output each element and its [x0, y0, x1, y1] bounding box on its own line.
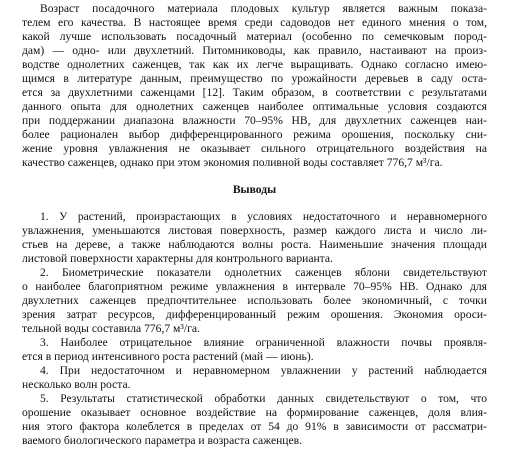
intro-line-7: ется за двухлетними саженцами [12]. Таким образом, в соответствии с результатами — [22, 86, 487, 99]
intro-line-4: дам) — одно- или двухлетний. Питомниководы, как правило, настаивают на произ- — [22, 44, 487, 57]
conclusion-2-line-5: тельной воды составила 776,7 м³/га. — [22, 322, 200, 335]
conclusion-5-line-2: орошение оказывает основное воздействие на формирование саженцев, доля влия- — [22, 406, 487, 419]
intro-line-6: щимся в литературе данным, преимущество по урожайности деревьев в саду оста- — [22, 72, 487, 85]
conclusion-5-line-3: ния этого фактора колеблется в пределах от 54 до 91% в зависимости от рассматри- — [22, 420, 487, 433]
conclusion-4-line-1: 4. При недостаточном и неравномерном увлажнении у растений наблюдается — [40, 364, 487, 377]
conclusion-2-line-2: о наиболее благоприятном режиме увлажнения в интервале 70–95% НВ. Однако для — [22, 280, 487, 293]
conclusion-5-line-4: ваемого биологического параметра и возраста саженцев. — [22, 434, 303, 447]
intro-line-3: какой лучше использовать посадочный материал (особенно по семечковым пород- — [22, 30, 487, 43]
conclusion-2-line-4: зрения затрат ресурсов, дифференцированный режим орошения. Экономия ороси- — [22, 308, 487, 321]
conclusion-2-line-1: 2. Биометрические показатели однолетних саженцев яблони свидетельствуют — [40, 266, 487, 279]
section-heading: Выводы — [232, 183, 277, 196]
intro-line-5: водстве однолетних саженцев, так как их легче выращивать. Однако согласно имею- — [22, 58, 487, 71]
intro-line-11: жение уровня увлажнения не оказывает сильного отрицательного воздействия на — [22, 142, 487, 155]
intro-line-9: при поддержании диапазона влажности 70–95% НВ, для двухлетних саженцев наи- — [22, 114, 487, 127]
conclusion-1-line-4: листовой поверхности характерны для контрольного варианта. — [22, 252, 333, 265]
conclusion-3-line-1: 3. Наиболее отрицательное влияние ограниченной влажности почвы проявля- — [40, 336, 487, 349]
conclusion-1-line-2: увлажнения, уменьшаются листовая поверхность, размер каждого листа и число ли- — [22, 224, 487, 237]
conclusion-4-line-2: несколько волн роста. — [22, 378, 131, 391]
intro-line-8: данного опыта для однолетних саженцев наиболее оптимальные условия создаются — [22, 100, 487, 113]
conclusion-1-line-1: 1. У растений, произрастающих в условиях недостаточного и неравномерного — [40, 210, 487, 223]
intro-line-2: телем его качества. В настоящее время среди садоводов нет единого мнения о том, — [22, 16, 487, 29]
intro-line-12: качество саженцев, однако при этом экономия поливной воды составляет 776,7 м³/га. — [22, 156, 443, 169]
conclusion-1-line-3: стьев на дереве, а также наблюдаются волны роста. Наименьшие значения площади — [22, 238, 487, 251]
conclusion-2-line-3: двухлетних саженцев предпочтительнее использовать более экономичный, с точки — [22, 294, 487, 307]
conclusion-5-line-1: 5. Результаты статистической обработки данных свидетельствуют о том, что — [40, 392, 487, 405]
conclusion-3-line-2: ется в период интенсивного роста растений (май — июнь). — [22, 350, 314, 363]
intro-line-1: Возраст посадочного материала плодовых культур является важным показа- — [40, 2, 487, 15]
intro-line-10: более рационален выбор дифференцированного режима орошения, поскольку сни- — [22, 128, 487, 141]
